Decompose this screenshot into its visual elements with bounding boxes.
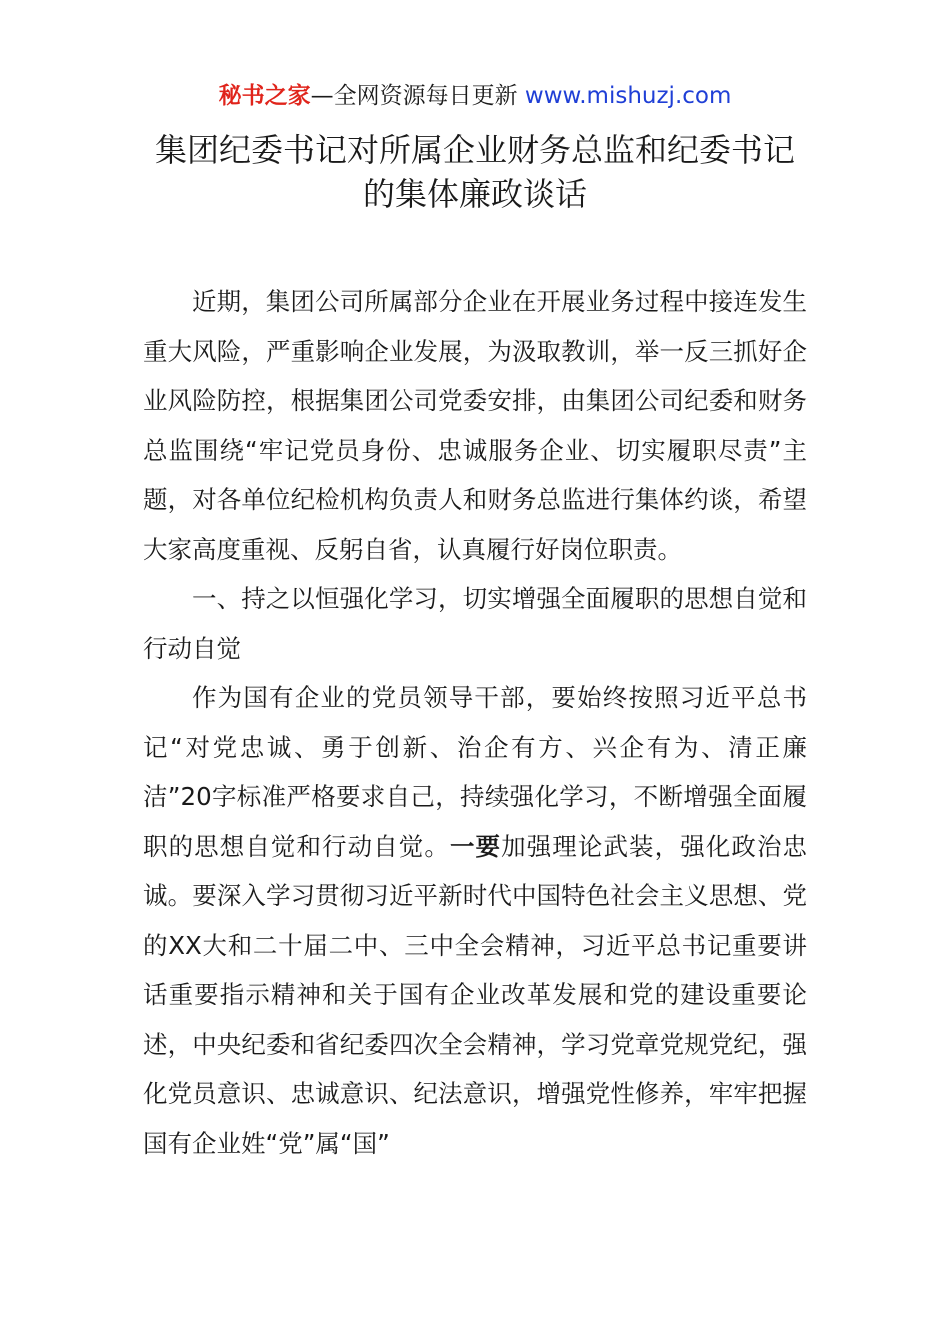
header-tagline: —全网资源每日更新 [310, 83, 518, 109]
paragraph-section-1 [143, 673, 807, 1168]
brand-name: 秘书之家 [218, 83, 311, 109]
document-title [0, 128, 950, 216]
paragraph-intro: 近期，集团公司所属部分企业在开展业务过程中接连发生重大风险，严重影响企业发展，为汲取教训，举一反三抓好企业风险防控，根据集团公司党委安排，由集团公司纪委和财务总监围绕“牢记党员身份、忠诚服务企业、切实履职尽责”主题，对各单位纪检机构负责人和财务总监进行集体约谈，希望大家高度重视、反躬自省，认真履行好岗位职责。 [143, 287, 807, 564]
title-line-2: 的集体廉政谈话 [362, 175, 587, 213]
paragraph-section-1-emphasis: 一要 [449, 831, 502, 861]
title-line-1: 集团纪委书记对所属企业财务总监和纪委书记 [154, 131, 795, 169]
document-body [143, 277, 807, 1168]
paragraph-section-1-text-a: 作为国有企业的党员领导干部，要始终按照习近平总书记“对党忠诚、勇于创新、治企有方、兴企有为、清正廉洁”20字标准严格要求自己，持续强化学习，不断增强全面履职的思想自觉和行动自觉。 [143, 683, 807, 861]
header-banner [0, 80, 950, 112]
header-url[interactable]: www.mishuzj.com [524, 83, 732, 109]
paragraph-section-1-text-b: 加强理论武装，强化政治忠诚。要深入学习贯彻习近平新时代中国特色社会主义思想、党的XX大和二十届二中、三中全会精神，习近平总书记重要讲话重要指示精神和关于国有企业改革发展和党的建设重要论述，中央纪委和省纪委四次全会精神，学习党章党规党纪，强化党员意识、忠诚意识、纪法意识，增强党性修养，牢牢把握国有企业姓“党”属“国” [143, 831, 808, 1158]
section-heading-1: 一、持之以恒强化学习，切实增强全面履职的思想自觉和行动自觉 [143, 584, 807, 663]
